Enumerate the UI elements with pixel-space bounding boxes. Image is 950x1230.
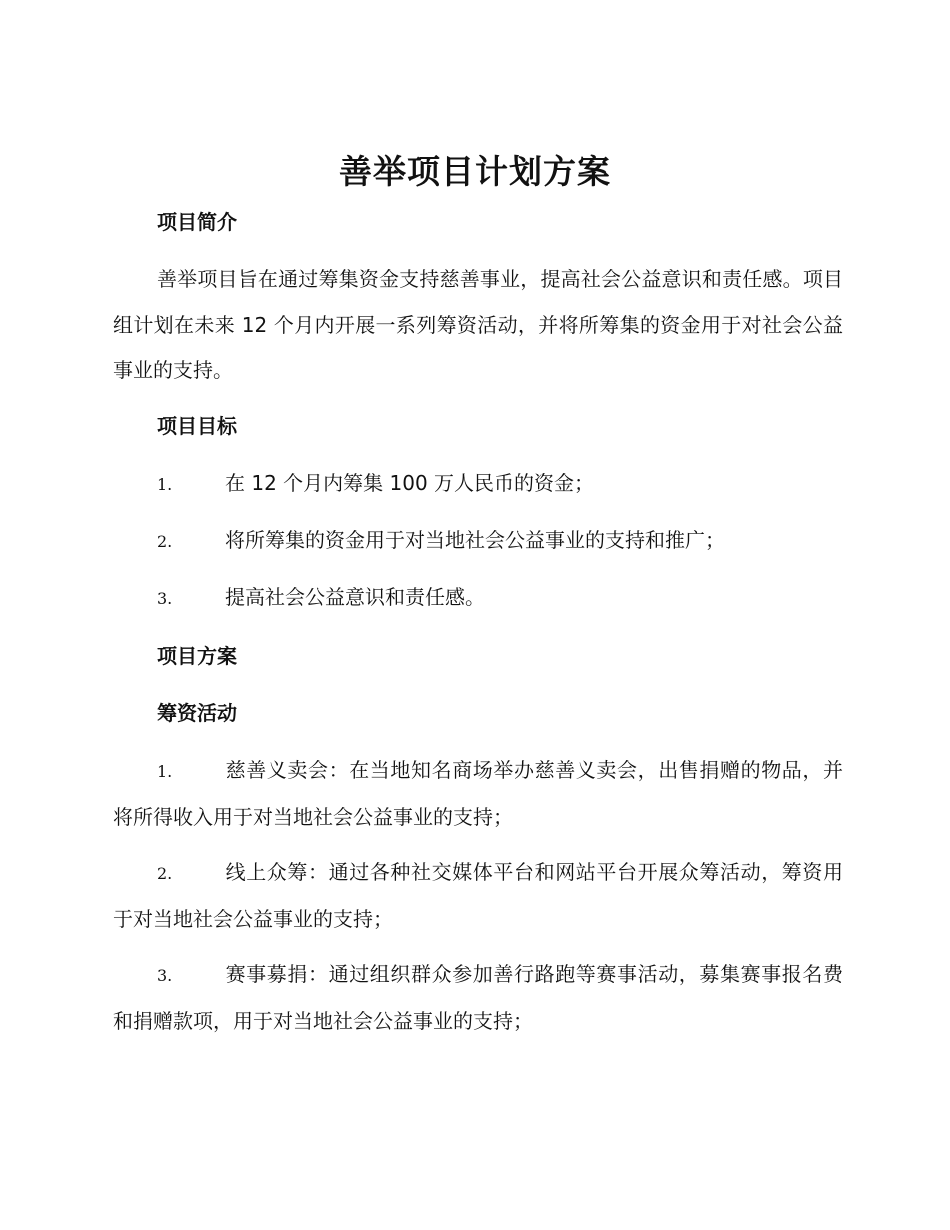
section-heading-goals: 项目目标 xyxy=(157,414,237,438)
intro-paragraph: 善举项目旨在通过筹集资金支持慈善事业，提高社会公益意识和责任感。项目组计划在未来 12 个月内开展一系列筹资活动，并将所筹集的资金用于对社会公益事业的支持。 xyxy=(113,267,843,382)
list-number: 3. xyxy=(157,589,173,608)
goal-list-item xyxy=(113,518,843,565)
list-item-text: 将所筹集的资金用于对当地社会公益事业的支持和推广； xyxy=(225,528,725,552)
document-title: 善举项目计划方案 xyxy=(339,152,611,191)
goal-list-item xyxy=(113,575,843,622)
list-number: 1. xyxy=(157,475,173,494)
list-number: 2. xyxy=(157,532,173,551)
list-number: 1. xyxy=(157,762,173,781)
fundraising-list-item xyxy=(113,748,843,840)
section-heading-fundraising: 筹资活动 xyxy=(157,701,237,725)
list-item-text: 慈善义卖会：在当地知名商场举办慈善义卖会，出售捐赠的物品，并将所得收入用于对当地社会公益事业的支持； xyxy=(113,758,843,829)
list-item-text: 线上众筹：通过各种社交媒体平台和网站平台开展众筹活动，筹资用于对当地社会公益事业的支持； xyxy=(113,860,843,931)
goal-list-item xyxy=(113,461,843,508)
section-heading-intro: 项目简介 xyxy=(157,210,237,234)
fundraising-list-item xyxy=(113,952,843,1044)
list-number: 2. xyxy=(157,864,173,883)
list-item-text: 提高社会公益意识和责任感。 xyxy=(225,585,485,609)
list-item-text: 赛事募捐：通过组织群众参加善行路跑等赛事活动，募集赛事报名费和捐赠款项，用于对当地社会公益事业的支持； xyxy=(113,962,843,1033)
fundraising-list-item xyxy=(113,850,843,942)
section-heading-plan: 项目方案 xyxy=(157,644,237,668)
list-number: 3. xyxy=(157,966,173,985)
list-item-text: 在 12 个月内筹集 100 万人民币的资金； xyxy=(225,471,595,495)
